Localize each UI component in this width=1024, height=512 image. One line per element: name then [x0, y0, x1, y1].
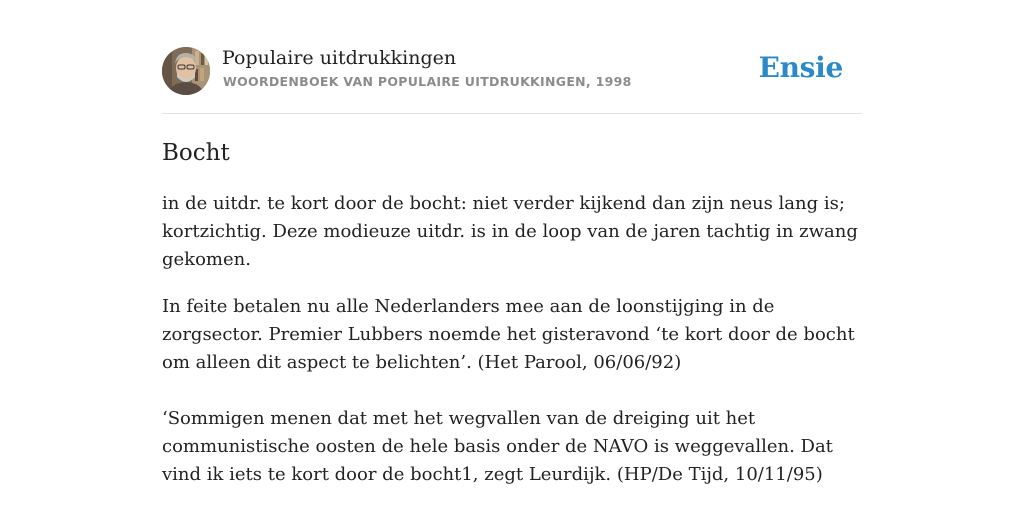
entry-definition: in de uitdr. te kort door de bocht: niet verder kijkend dan zijn neus lang is; kortzichtig. Deze modieuze uitdr. is in de loop van de jaren tachtig in zwang gekomen.: [162, 193, 858, 270]
entry-quote-1: In feite betalen nu alle Nederlanders mee aan de loonstijging in de zorgsector. Premier Lubbers noemde het gisteravond ‘te kort door de bocht om alleen dit aspect te belichten’. (Het Parool, 06/06/92): [162, 296, 855, 373]
dictionary-source: WOORDENBOEK VAN POPULAIRE UITDRUKKINGEN, 1998: [223, 74, 632, 89]
header: [162, 46, 862, 96]
author-avatar[interactable]: [162, 47, 210, 95]
entry-title: Bocht: [162, 140, 230, 166]
dictionary-title[interactable]: Populaire uitdrukkingen: [222, 47, 457, 69]
avatar-portrait-icon: [162, 47, 210, 95]
ensie-logo[interactable]: Ensie: [758, 51, 843, 84]
header-divider: [162, 113, 862, 114]
entry-quote-2: ‘Sommigen menen dat met het wegvallen van de dreiging uit het communistische oosten de hele basis onder de NAVO is weggevallen. Dat vind ik iets te kort door de bocht1, zegt Leurdijk. (HP/De Tijd, 10/11/95): [162, 408, 833, 485]
